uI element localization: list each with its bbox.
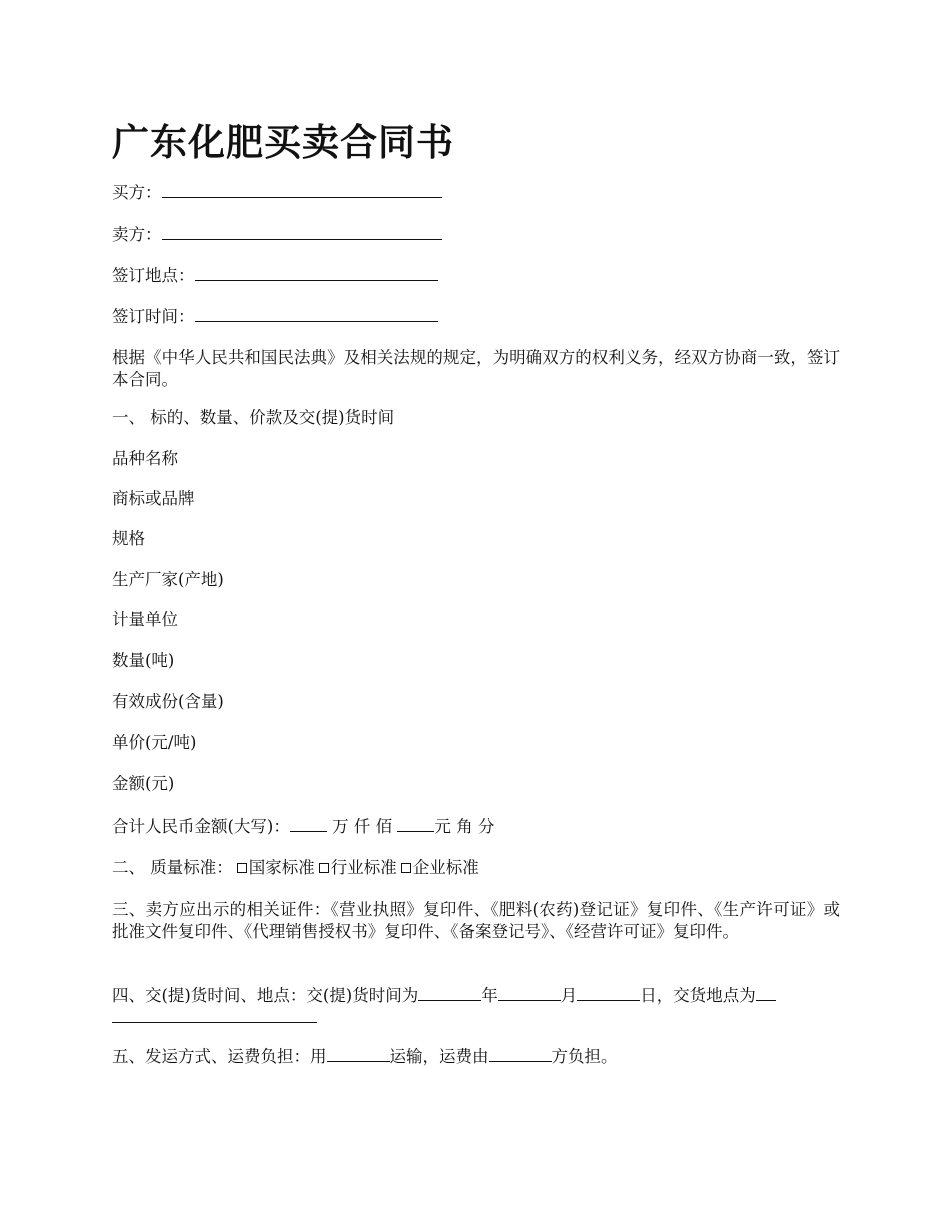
section5-suffix: 方负担。 bbox=[551, 1047, 618, 1066]
seller-line bbox=[112, 223, 442, 246]
national-standard-checkbox[interactable] bbox=[237, 863, 247, 873]
seller-blank[interactable] bbox=[162, 223, 442, 240]
total-wan-units: 万 仟 佰 bbox=[332, 817, 393, 836]
day-label: 日，交货地点为 bbox=[640, 986, 756, 1005]
section3-paragraph: 三、卖方应出示的相关证件：《营业执照》复印件、《肥料(农药)登记证》复印件、《生产许可证》或批准文件复印件、《代理销售授权书》复印件、《备案登记号》、《经营许可证》复印件。 bbox=[112, 900, 840, 941]
item-quantity: 数量(吨) bbox=[112, 651, 175, 670]
total-line bbox=[112, 815, 494, 838]
day-blank[interactable] bbox=[577, 984, 640, 1001]
intro-paragraph: 根据《中华人民共和国民法典》及相关法规的规定，为明确双方的权利义务，经双方协商一致，签订本合同。 bbox=[112, 348, 840, 389]
enterprise-standard-checkbox[interactable] bbox=[401, 863, 411, 873]
industry-standard-checkbox[interactable] bbox=[319, 863, 329, 873]
section4-line bbox=[112, 984, 776, 1007]
place-line bbox=[112, 264, 438, 287]
time-blank[interactable] bbox=[195, 305, 438, 322]
section5-line bbox=[112, 1045, 618, 1068]
document-title: 广东化肥买卖合同书 bbox=[112, 121, 454, 164]
section2-line bbox=[112, 857, 479, 879]
section1-heading: 一、 标的、数量、价款及交(提)货时间 bbox=[112, 408, 395, 427]
total-label: 合计人民币金额(大写)： bbox=[112, 817, 290, 836]
time-label: 签订时间： bbox=[112, 307, 195, 326]
section5-prefix: 五、发运方式、运费负担：用 bbox=[112, 1047, 327, 1066]
year-blank[interactable] bbox=[418, 984, 481, 1001]
section4-prefix: 四、交(提)货时间、地点：交(提)货时间为 bbox=[112, 986, 419, 1005]
total-yuan-units: 元 角 分 bbox=[434, 817, 495, 836]
section4-continuation bbox=[112, 1006, 317, 1029]
national-standard-label: 国家标准 bbox=[248, 858, 315, 877]
time-line bbox=[112, 305, 438, 328]
delivery-place-blank[interactable] bbox=[756, 984, 776, 1001]
enterprise-standard-label: 企业标准 bbox=[412, 858, 479, 877]
item-manufacturer: 生产厂家(产地) bbox=[112, 570, 224, 589]
item-amount: 金额(元) bbox=[112, 774, 175, 793]
item-content: 有效成份(含量) bbox=[112, 692, 224, 711]
delivery-place-blank-continued[interactable] bbox=[112, 1006, 317, 1023]
item-spec: 规格 bbox=[112, 529, 145, 548]
place-label: 签订地点： bbox=[112, 266, 195, 285]
section2-heading: 二、 质量标准： bbox=[112, 858, 233, 877]
seller-label: 卖方： bbox=[112, 225, 162, 244]
buyer-blank[interactable] bbox=[162, 181, 442, 198]
buyer-label: 买方： bbox=[112, 183, 162, 202]
month-label: 月 bbox=[560, 986, 578, 1005]
transport-blank[interactable] bbox=[327, 1045, 390, 1062]
total-wan-blank[interactable] bbox=[290, 815, 327, 832]
total-yuan-blank[interactable] bbox=[397, 815, 434, 832]
month-blank[interactable] bbox=[498, 984, 561, 1001]
industry-standard-label: 行业标准 bbox=[330, 858, 397, 877]
year-label: 年 bbox=[481, 986, 498, 1005]
item-brand: 商标或品牌 bbox=[112, 489, 195, 508]
item-variety: 品种名称 bbox=[112, 449, 178, 468]
buyer-line bbox=[112, 181, 442, 204]
item-unit-price: 单价(元/吨) bbox=[112, 733, 197, 752]
section5-mid: 运输，运费由 bbox=[389, 1047, 489, 1066]
item-unit: 计量单位 bbox=[112, 610, 178, 629]
place-blank[interactable] bbox=[195, 264, 438, 281]
freight-party-blank[interactable] bbox=[489, 1045, 552, 1062]
